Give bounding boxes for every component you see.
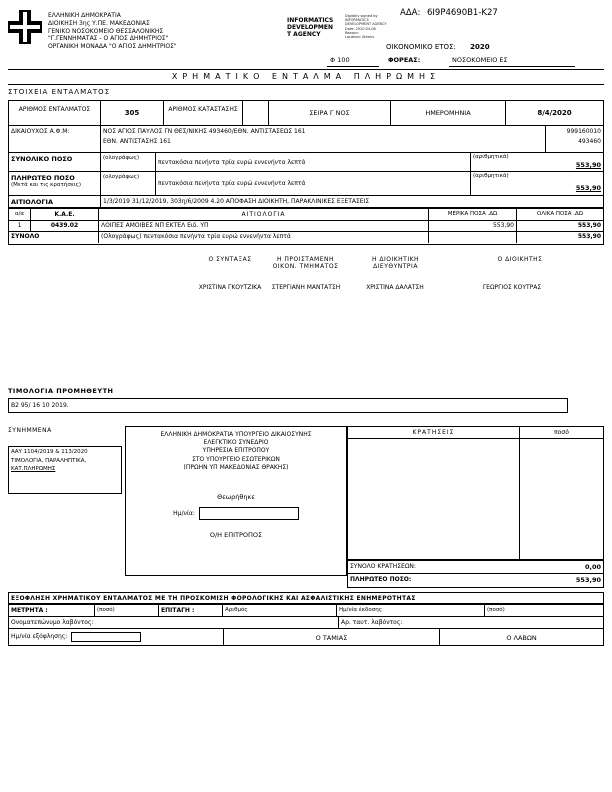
signature-note-line: INFORMATICS: [345, 18, 369, 23]
deductions-body: [348, 439, 603, 559]
court-line: ΕΛΛΗΝΙΚΗ ΔΗΜΟΚΡΑΤΙΑ ΥΠΟΥΡΓΕΙΟ ΔΙΚΑΙΟΣΥΝΗΣ: [160, 431, 312, 438]
kae-total-row: [9, 232, 603, 243]
kae-header-sn: α/α: [9, 209, 31, 220]
date-value: 8/4/2020: [537, 109, 572, 117]
cheque-date-hint: Ημ/νία έκδοσης: [337, 605, 485, 616]
signature-note-line: Reason:: [345, 30, 359, 35]
ada-label: ΑΔΑ:: [400, 8, 421, 18]
kae-total-words: (Ολογράφως) πεντακόσια πενήντα τρία ευρώ εννενήντα λεπτά: [99, 232, 429, 243]
payable-amount-value: 553,90: [575, 183, 601, 192]
warrant-table: [8, 100, 604, 208]
reason-text: 1/3/2019 31/12/2019, 303η/6/2009 4.20 ΑΠΟΦΑΣΗ ΔΙΟΙΚΗΤΗ, ΠΑΡΑΚΛΙΝΙΚΕΣ ΕΞΕΤΑΣΕΙΣ: [103, 198, 370, 205]
empty-cell: [348, 439, 519, 559]
stamp-agency-line: INFORMATICS: [287, 17, 334, 24]
deductions-header-row: [348, 427, 603, 439]
role-title: Ο ΣΥΝΤΑΞΑΣ: [208, 256, 252, 263]
beneficiary-afm: 999160010: [566, 128, 601, 135]
in-words-label: (ολογράφως): [101, 153, 156, 171]
signature-name-admin-director: ΧΡΙΣΤΙΝΑ ΔΑΛΑΤΣΗ: [366, 284, 424, 291]
total-amount-row: [9, 153, 603, 172]
digital-signature-note: [345, 14, 407, 39]
numeric-label: (αριθμητικά): [473, 173, 509, 179]
payable-amount-note: (Μετά και τις κρατήσεις): [11, 182, 82, 188]
role-title-line2: ΟΙΚΟΝ. ΤΜΗΜΑΤΟΣ: [272, 263, 339, 271]
kae-header-total: ΟΛΙΚΑ ΠΟΣΑ .ΔΩ: [537, 211, 583, 217]
recipient-id-label: Αρ. ταυτ. λαβόντος:: [341, 619, 403, 626]
deductions-total-label: ΣΥΝΟΛΟ ΚΡΑΤΗΣΕΩΝ:: [350, 563, 416, 570]
stamp-agency-line: DEVELOPMEN: [287, 24, 334, 32]
beneficiary-code: 493460: [578, 138, 601, 146]
signature-name-governor: ΓΕΩΡΓΙΟΣ ΚΟΥΤΡΑΣ: [482, 284, 542, 291]
total-amount-numeric-cell: [471, 153, 603, 171]
attachments-box: [8, 446, 122, 494]
empty-cell: [243, 101, 269, 125]
court-line: ΕΛΕΓΚΤΙΚΟ ΣΥΝΕΔΡΙΟ: [203, 439, 269, 447]
fiscal-year: [386, 43, 490, 52]
role-title: Η ΠΡΟΙΣΤΑΜΕΝΗ: [276, 256, 335, 263]
court-line: ΣΤΟ ΥΠΟΥΡΓΕΙΟ ΕΣΩΤΕΡΙΚΩΝ: [192, 455, 280, 463]
foreas-underline: [449, 66, 575, 67]
kae-data-row: [9, 221, 603, 232]
kae-row-reason: ΛΟΙΠΕΣ ΑΜΟΙΒΕΣ ΝΠ ΕΚΤΕΛ Ειδ. ΥΠ: [99, 221, 429, 231]
invoices-section-label: ΤΙΜΟΛΟΓΙΑ ΠΡΟΜΗΘΕΥΤΗ: [8, 387, 114, 395]
court-line: ΥΠΗΡΕΣΙΑ ΕΠΙΤΡΟΠΟΥ: [202, 447, 270, 455]
court-line: (ΠΡΩΗΝ ΥΠ ΜΑΚΕΔΟΝΙΑΣ ΘΡΑΚΗΣ): [183, 463, 289, 471]
role-title: Ο ΔΙΟΙΚΗΤΗΣ: [497, 256, 543, 263]
invoices-box: [8, 398, 568, 413]
total-amount-label: ΣΥΝΟΛΙΚΟ ΠΟΣΟ: [9, 153, 101, 171]
kae-header-reason: ΑΙΤΙΟΛΟΓΙΑ: [99, 209, 429, 220]
signature-name-finance-head: ΣΤΕΡΓΙΑΝΗ ΜΑΝΤΑΤΣΗ: [271, 284, 341, 291]
org-line: ΔΙΟΙΚΗΣΗ 3ης Υ.ΠΕ. ΜΑΚΕΔΟΝΙΑΣ: [48, 19, 150, 27]
attachment-line: ΑΑΥ 1104/2019 & 113/2020: [11, 449, 88, 455]
net-payable-value: 553,90: [575, 576, 601, 584]
audit-court-box: [125, 426, 347, 576]
cheque-number-hint: Αριθμός: [223, 605, 337, 616]
court-date-label: Ημ/νία:: [173, 509, 195, 517]
signature-note-line: Digitally signed by: [345, 14, 378, 18]
title-rule-bottom: [8, 84, 604, 85]
settle-date-field: [71, 632, 141, 642]
total-amount-words: πεντακόσια πενήντα τρία ευρώ εννενήντα λεπτά: [156, 153, 471, 171]
net-payable-label: ΠΛΗΡΩΤΕΟ ΠΟΣΟ:: [350, 576, 412, 583]
settlement-row-recipient: [9, 617, 603, 629]
kae-header-kae: Κ.Α.Ε.: [31, 209, 99, 220]
deductions-amount-header: ποσό: [519, 427, 603, 438]
stamp-agency-line: T AGENCY: [287, 31, 321, 39]
cheque-amount-hint: (ποσό): [487, 607, 505, 613]
deductions-header: ΚΡΑΤΗΣΕΙΣ: [412, 429, 455, 436]
deductions-total-row: [347, 560, 604, 574]
payable-amount-words: πεντακόσια πενήντα τρία ευρώ εννενήντα λεπτά: [156, 172, 471, 195]
settlement-row-signatures: [9, 629, 603, 645]
settlement-row-payment: [9, 605, 603, 617]
ada-code: [400, 8, 498, 18]
signature-note-line: DEVELOPMENT AGENCY: [345, 22, 387, 27]
in-words-label: (ολογράφως): [101, 172, 156, 195]
role-title-line2: ΔΙΕΥΘΥΝΤΡΙΑ: [373, 263, 418, 271]
phi-underline: [327, 66, 379, 67]
kae-header-partial: ΜΕΡΙΚΑ ΠΟΣΑ .ΔΩ: [429, 209, 517, 220]
cash-label: ΜΕΤΡΗΤΑ :: [9, 605, 95, 616]
kae-total-label: ΣΥΝΟΛΟ: [9, 232, 99, 243]
warrant-section-label: ΣΤΟΙΧΕΙΑ ΕΝΤΑΛΜΑΤΟΣ: [8, 88, 111, 96]
org-line: ΓΕΝΙΚΟ ΝΟΣΟΚΟΜΕΙΟ ΘΕΣΣΑΛΟΝΙΚΗΣ: [48, 27, 164, 35]
digital-stamp-agency: [287, 17, 345, 39]
attachment-line: ΤΙΜΟΛΟΓΙΑ, ΠΑΡΑΛΗΠΤΙΚΑ,: [11, 457, 87, 464]
beneficiary-row: [9, 126, 603, 153]
document-title: ΧΡΗΜΑΤΙΚΟ ΕΝΤΑΛΜΑ ΠΛΗΡΩΜΗΣ: [171, 72, 441, 81]
title-rule-top: [8, 69, 604, 70]
foreas-label: ΦΟΡΕΑΣ:: [388, 56, 421, 64]
settle-date-cell: [9, 629, 224, 645]
court-date-row: [126, 507, 346, 520]
approved-stamp-label: Θεωρήθηκε: [217, 493, 255, 502]
empty-cell: [429, 232, 517, 243]
total-amount-value: 553,90: [575, 160, 601, 169]
signature-role-governor: [465, 256, 575, 263]
beneficiary-numbers: [546, 126, 603, 152]
foreas-value: ΝΟΣΟΚΟΜΕΙΟ ΕΣ: [452, 56, 508, 64]
warrant-header-row: [9, 101, 603, 126]
net-payable-row: [347, 573, 604, 588]
phi-code: Φ 100: [330, 56, 350, 64]
beneficiary-address: ΕΘΝ. ΑΝΤΙΣΤΑΣΗΣ 161: [103, 138, 171, 146]
numeric-label: (αριθμητικά): [473, 154, 509, 160]
settle-date-label: Ημ/νία εξόφλησης:: [11, 633, 68, 641]
attachment-line: ΚΑΤ.ΠΛΗΡΩΜΗΣ: [11, 466, 56, 472]
org-line: "Γ.ΓΕΝΝΗΜΑΤΑΣ - Ο ΑΓΙΟΣ ΔΗΜΗΤΡΙΟΣ": [48, 35, 169, 43]
recipient-name-label: Ονοματεπώνυμο λαβόντος:: [9, 617, 339, 628]
signature-note-line: Date: 2020.04.08: [345, 26, 376, 31]
payable-amount-numeric-cell: [471, 172, 603, 195]
kae-table: [8, 208, 604, 245]
beneficiary-label: ΔΙΚΑΙΟΥΧΟΣ Α.Φ.Μ:: [9, 126, 101, 152]
beneficiary-name: ΝΟΣ ΑΓΙΟΣ ΠΑΥΛΟΣ ΓΝ ΘΕΣ/ΝΙΚΗΣ 493460/ΕΘΝ. ΑΝΤΙΣΤΑΣΕΩΣ 161: [103, 128, 306, 135]
issuing-organization-block: [48, 12, 177, 51]
signature-name-compiler: ΧΡΙΣΤΙΝΑ ΓΚΟΥΤΖΙΚΑ: [198, 284, 262, 291]
org-line: ΕΛΛΗΝΙΚΗ ΔΗΜΟΚΡΑΤΙΑ: [48, 12, 121, 19]
attachments-label: ΣΥΝΗΜΜΕΝΑ: [8, 427, 52, 434]
settlement-notice-bar: [8, 592, 604, 604]
invoice-reference: Β2 95/ 16 10 2019.: [11, 402, 69, 409]
settlement-table: [8, 604, 604, 646]
date-label: ΗΜΕΡΟΜΗΝΙΑ: [391, 101, 506, 125]
fiscal-year-value: 2020: [470, 43, 490, 51]
kae-row-code: 0439.02: [31, 221, 99, 231]
signature-note-line: Location: Athens: [345, 35, 375, 40]
kae-header-row: [9, 209, 603, 221]
kae-total-amount: 553,90: [577, 233, 601, 240]
org-line: ΟΡΓΑΝΙΚΗ ΜΟΝΑΔΑ "Ο ΑΓΙΟΣ ΔΗΜΗΤΡΙΟΣ": [48, 43, 177, 51]
warrant-number-value: 305: [101, 101, 164, 125]
payable-amount-label-cell: [9, 172, 101, 195]
cash-amount-hint: (ποσό): [95, 605, 159, 616]
statement-number-label: ΑΡΙΘΜΟΣ ΚΑΤΑΣΤΑΣΗΣ: [164, 101, 243, 125]
cashier-label: Ο ΤΑΜΙΑΣ: [224, 629, 440, 645]
court-date-field: [199, 507, 299, 520]
reason-label: ΑΙΤΙΟΛΟΓΙΑ: [9, 196, 101, 209]
payable-amount-row: [9, 172, 603, 196]
role-title: Η ΔΙΟΙΚΗΤΙΚΗ: [371, 256, 420, 263]
signature-role-admin-director: [348, 256, 443, 270]
payable-amount-label: ΠΛΗΡΩΤΕΟ ΠΟΣΟ: [11, 174, 75, 182]
fiscal-year-label: ΟΙΚΟΝΟΜΙΚΟ ΕΤΟΣ:: [386, 43, 456, 51]
kae-row-partial-amount: 553,90: [429, 221, 517, 231]
empty-cell: [519, 439, 603, 559]
hospital-cross-logo: [8, 10, 42, 48]
recipient-signature-label: Ο ΛΑΒΩΝ: [506, 634, 537, 642]
beneficiary-info: [101, 126, 546, 152]
settlement-notice: ΕΞΟΦΛΗΣΗ ΧΡΗΜΑΤΙΚΟΥ ΕΝΤΑΛΜΑΤΟΣ ΜΕ ΤΗ ΠΡΟΣΚΟΜΙΣΗ ΦΟΡΟΛΟΓΙΚΗΣ ΚΑΙ ΑΣΦΑΛΙΣΤΙΚΗΣ ΕΝΗΜΕΡΟΤΗΤΑΣ: [11, 595, 416, 602]
kae-row-total-amount: 553,90: [577, 222, 601, 229]
kae-row-sn: 1: [9, 221, 31, 231]
signature-role-finance-head: [258, 256, 353, 270]
series-value: ΣΕΙΡΑ Γ ΝΟΣ: [269, 101, 391, 125]
cheque-label: ΕΠΙΤΑΓΗ :: [159, 605, 223, 616]
commissioner-label: Ο/Η ΕΠΙΤΡΟΠΟΣ: [209, 531, 263, 540]
ada-value: 6Ι9Ρ4690Β1-Κ27: [427, 8, 498, 18]
deductions-total-value: 0,00: [584, 563, 601, 571]
warrant-number-label: ΑΡΙΘΜΟΣ ΕΝΤΑΛΜΑΤΟΣ: [9, 101, 101, 125]
deductions-table: [347, 426, 604, 560]
